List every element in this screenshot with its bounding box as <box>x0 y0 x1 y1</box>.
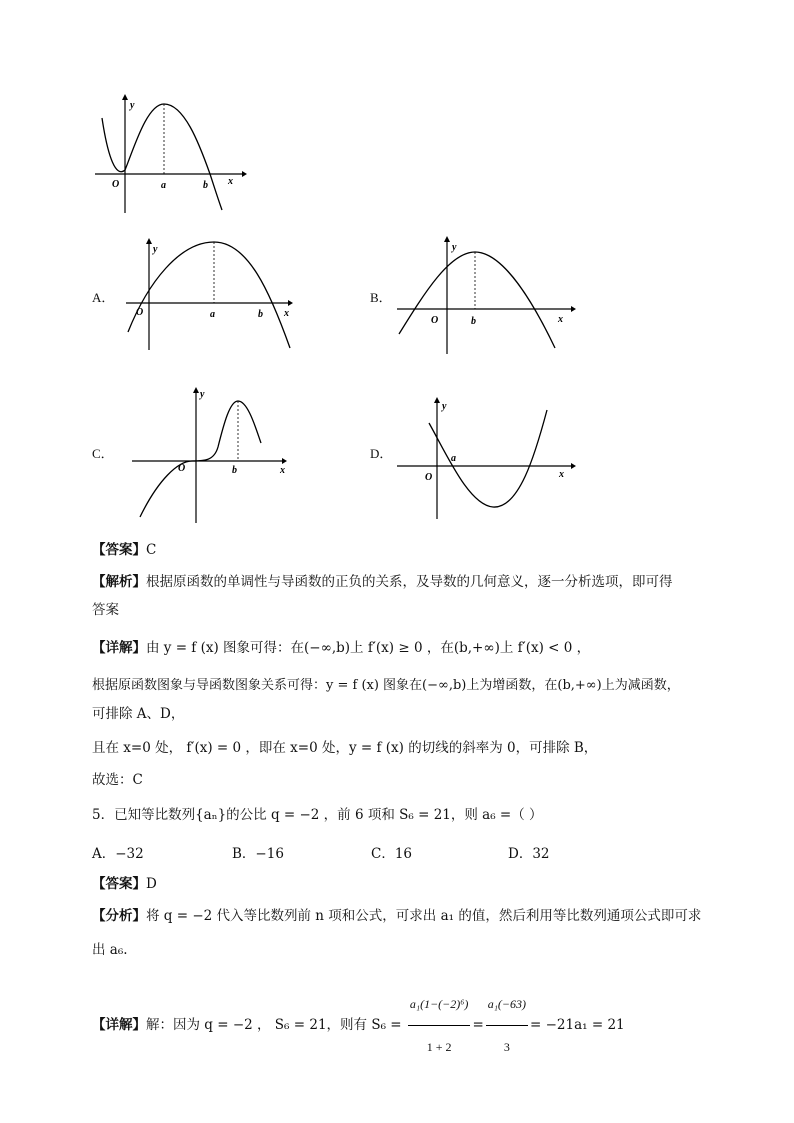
original-function-graph <box>92 88 252 218</box>
q5-analysis-line2: 出 a₆. <box>92 942 128 958</box>
y-label: y <box>130 100 135 111</box>
option-b-graph <box>395 232 580 357</box>
derivative-curve <box>128 242 290 348</box>
svg-text:O: O <box>425 472 433 483</box>
svg-text:y: y <box>200 389 205 400</box>
svg-text:O: O <box>136 307 144 318</box>
q4-answer: 【答案】C <box>92 542 157 558</box>
svg-text:O: O <box>431 315 439 326</box>
x-label: x <box>228 176 233 187</box>
svg-text:b: b <box>258 309 263 320</box>
x-axis-arrow <box>242 171 247 177</box>
q4-detail-line5: 故选：C <box>92 772 143 788</box>
q4-detail-line1: 【详解】由 y = f (x) 图象可得：在(−∞,b)上 f′(x) ≥ 0 ，在(b,+∞)上 f′(x) < 0 ， <box>92 640 591 656</box>
q5-choice-c: C．16 <box>371 846 413 862</box>
q5-answer: 【答案】D <box>92 876 157 892</box>
origin-label: O <box>112 179 120 190</box>
svg-text:x: x <box>284 308 289 319</box>
svg-text:x: x <box>558 314 563 325</box>
function-curve <box>102 104 222 210</box>
option-b-label: B． <box>370 290 392 305</box>
svg-text:b: b <box>232 465 237 476</box>
q5-choice-b: B．−16 <box>232 846 284 862</box>
option-a-label: A． <box>92 290 115 305</box>
fraction-sum-formula: $\frac{\text{a₁(1−(−2)⁶)}}{1 + 2}$ <box>408 984 471 1067</box>
svg-text:x: x <box>559 469 564 480</box>
svg-text:a: a <box>210 309 215 320</box>
option-a-graph <box>118 232 298 357</box>
y-axis-arrow <box>122 94 128 100</box>
q5-choices <box>92 842 732 862</box>
q5-choice-d: D．32 <box>508 846 550 862</box>
option-c-graph <box>128 385 293 527</box>
q5-stem: 5．已知等比数列{aₙ}的公比 q = −2 ，前 6 项和 S₆ = 21，则 a₆ =（ ） <box>92 807 543 823</box>
derivative-curve <box>140 401 261 517</box>
q5-detail: 【详解】解：因为 q = −2 ， S₆ = 21，则有 S₆ = $\frac{\text{a₁(1−(−2)⁶)}}{1 + 2}$ = $\frac{\text{a₁(−63)}}{3}$ = −21a₁ = 21 <box>92 984 732 1067</box>
fraction-simplified: $\frac{\text{a₁(−63)}}{3}$ <box>486 984 528 1067</box>
b-label: b <box>203 180 208 191</box>
q4-detail-line2: 根据原函数图象与导函数图象关系可得：y = f (x) 图象在(−∞,b)上为增函数，在(b,+∞)上为减函数， <box>92 678 680 693</box>
q4-detail-line3: 可排除 A、D， <box>92 706 185 722</box>
option-c-label: C． <box>92 446 114 461</box>
a-label: a <box>161 180 166 191</box>
svg-text:y: y <box>452 242 457 253</box>
q4-analysis-line1: 【解析】根据原函数的单调性与导函数的正负的关系，及导数的几何意义，逐一分析选项，即可得 <box>92 574 673 590</box>
svg-text:x: x <box>280 465 285 476</box>
q5-choice-a: A．−32 <box>92 846 144 862</box>
svg-text:a: a <box>451 453 456 464</box>
svg-text:O: O <box>178 463 186 474</box>
option-d-label: D． <box>370 446 393 461</box>
option-d-graph <box>395 395 580 523</box>
q4-detail-line4: 且在 x=0 处， f′(x) = 0 ，即在 x=0 处，y = f (x) 的切线的斜率为 0，可排除 B， <box>92 740 598 756</box>
svg-text:y: y <box>442 401 447 412</box>
q4-analysis-line2: 答案 <box>92 602 119 618</box>
q5-analysis-line1: 【分析】将 q = −2 代入等比数列前 n 项和公式，可求出 a₁ 的值，然后利用等比数列通项公式即可求 <box>92 908 702 924</box>
svg-text:y: y <box>153 244 158 255</box>
derivative-curve <box>429 410 547 507</box>
svg-text:b: b <box>471 316 476 327</box>
derivative-curve <box>399 252 555 348</box>
